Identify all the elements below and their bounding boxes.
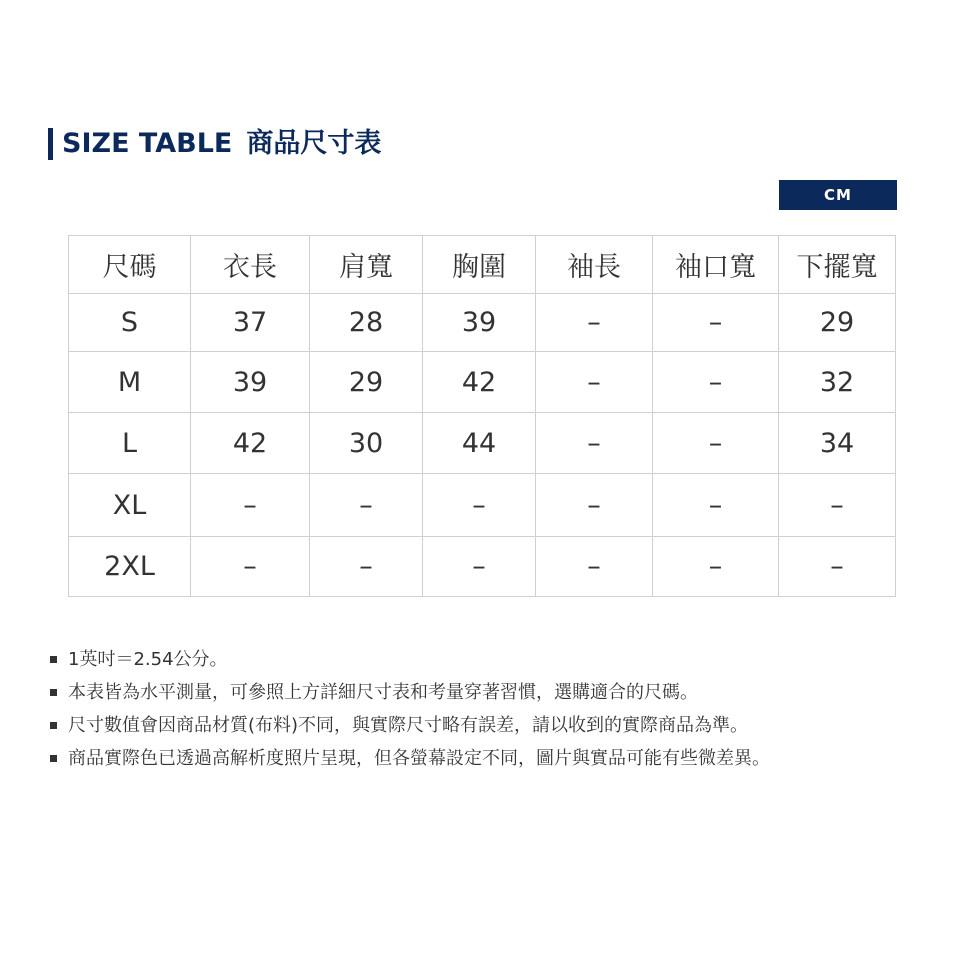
- table-row: [69, 352, 896, 413]
- bullet-icon: [50, 755, 57, 762]
- table-row: [69, 413, 896, 474]
- size-cell: XL: [69, 474, 191, 537]
- list-item: [48, 646, 948, 679]
- value-cell: 37: [191, 294, 310, 352]
- value-cell: 32: [779, 352, 896, 413]
- column-header-shoulder: 肩寬: [310, 236, 423, 294]
- page-title: [62, 126, 381, 162]
- value-cell: –: [653, 413, 779, 474]
- table-row: [69, 294, 896, 352]
- title-english: SIZE TABLE: [62, 128, 233, 159]
- value-cell: –: [423, 537, 536, 597]
- title-chinese: 商品尺寸表: [246, 128, 382, 159]
- value-cell: –: [779, 537, 896, 597]
- column-header-sleeve-length: 袖長: [536, 236, 653, 294]
- notes-list: [48, 646, 948, 778]
- value-cell: 29: [310, 352, 423, 413]
- value-cell: –: [310, 474, 423, 537]
- list-item: [48, 745, 948, 778]
- table-row: [69, 537, 896, 597]
- value-cell: 39: [423, 294, 536, 352]
- size-table: [68, 235, 896, 597]
- size-cell: 2XL: [69, 537, 191, 597]
- column-header-chest: 胸圍: [423, 236, 536, 294]
- value-cell: 39: [191, 352, 310, 413]
- size-cell: L: [69, 413, 191, 474]
- column-header-length: 衣長: [191, 236, 310, 294]
- value-cell: 29: [779, 294, 896, 352]
- value-cell: 28: [310, 294, 423, 352]
- column-header-size: 尺碼: [69, 236, 191, 294]
- value-cell: –: [779, 474, 896, 537]
- value-cell: –: [423, 474, 536, 537]
- note-text: 本表皆為水平測量，可參照上方詳細尺寸表和考量穿著習慣，選購適合的尺碼。: [68, 682, 698, 703]
- value-cell: 42: [423, 352, 536, 413]
- title-accent-bar: [48, 128, 53, 160]
- note-text: 尺寸數值會因商品材質(布料)不同，與實際尺寸略有誤差，請以收到的實際商品為準。: [68, 715, 749, 736]
- unit-badge: CM: [779, 180, 897, 210]
- value-cell: –: [536, 537, 653, 597]
- value-cell: –: [310, 537, 423, 597]
- bullet-icon: [50, 689, 57, 696]
- value-cell: –: [191, 537, 310, 597]
- column-header-cuff-width: 袖口寬: [653, 236, 779, 294]
- list-item: [48, 679, 948, 712]
- value-cell: –: [653, 537, 779, 597]
- value-cell: –: [536, 474, 653, 537]
- value-cell: –: [653, 294, 779, 352]
- bullet-icon: [50, 722, 57, 729]
- table-header-row: [69, 236, 896, 294]
- value-cell: 42: [191, 413, 310, 474]
- column-header-hem-width: 下擺寬: [779, 236, 896, 294]
- table-row: [69, 474, 896, 537]
- value-cell: –: [536, 413, 653, 474]
- note-text: 1英吋＝2.54公分。: [68, 649, 228, 670]
- value-cell: 34: [779, 413, 896, 474]
- size-cell: M: [69, 352, 191, 413]
- value-cell: –: [653, 352, 779, 413]
- value-cell: –: [653, 474, 779, 537]
- value-cell: –: [536, 352, 653, 413]
- value-cell: –: [536, 294, 653, 352]
- note-text: 商品實際色已透過高解析度照片呈現，但各螢幕設定不同，圖片與實品可能有些微差異。: [68, 748, 770, 769]
- value-cell: 30: [310, 413, 423, 474]
- bullet-icon: [50, 656, 57, 663]
- size-cell: S: [69, 294, 191, 352]
- list-item: [48, 712, 948, 745]
- value-cell: 44: [423, 413, 536, 474]
- value-cell: –: [191, 474, 310, 537]
